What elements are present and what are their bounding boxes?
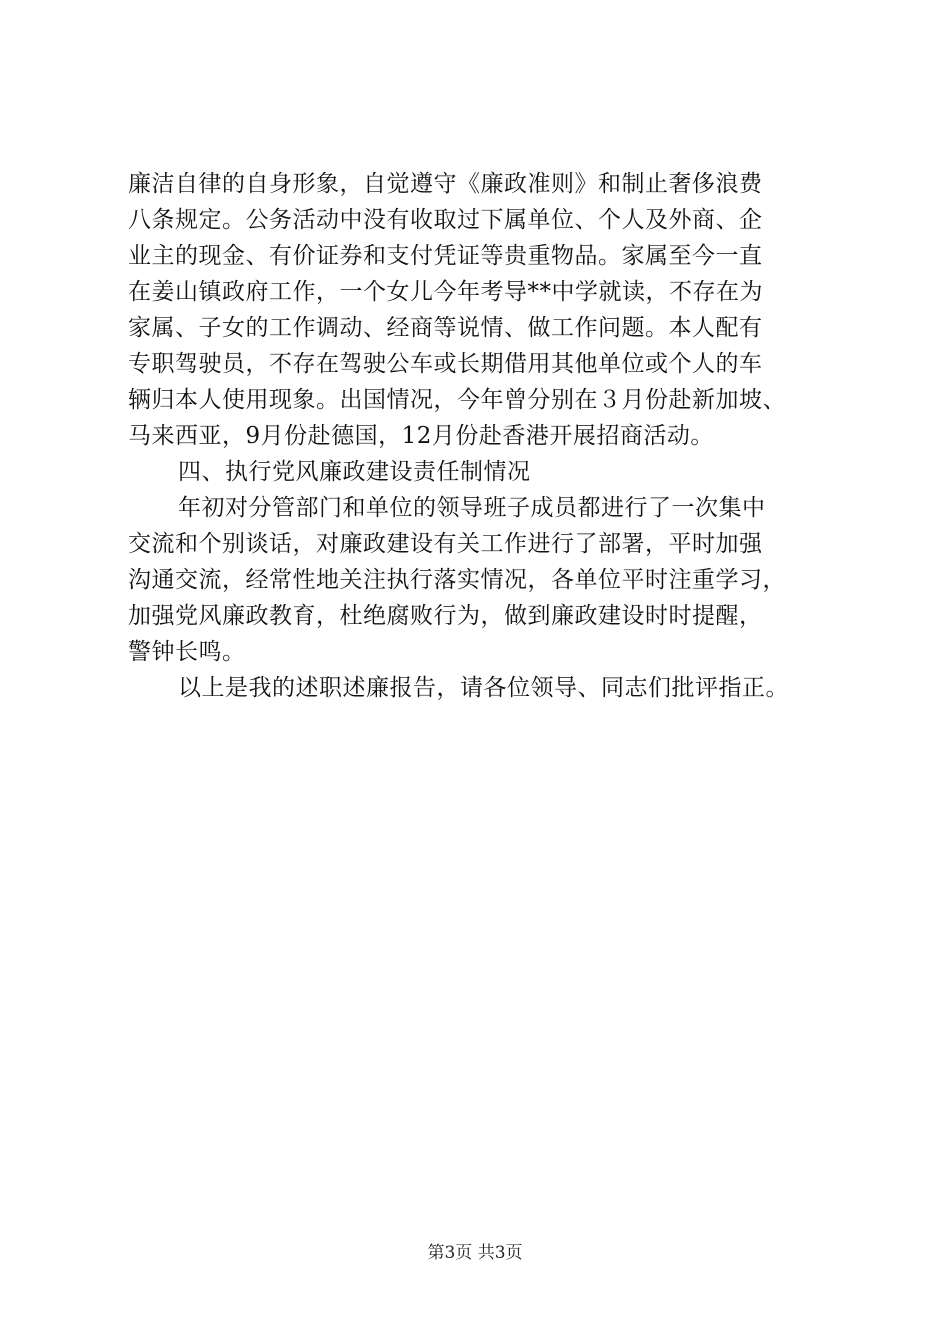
document-body: [128, 166, 828, 706]
body-text-line: 业主的现金、有价证券和支付凭证等贵重物品。家属至今一直: [128, 243, 763, 269]
body-text-line: 八条规定。公务活动中没有收取过下属单位、个人及外商、企: [128, 207, 763, 233]
body-text-line: 家属、子女的工作调动、经商等说情、做工作问题。本人配有: [128, 315, 763, 341]
section-heading: 四、执行党风廉政建设责任制情况: [178, 459, 531, 485]
body-text-line: 年初对分管部门和单位的领导班子成员都进行了一次集中: [178, 495, 766, 521]
body-text-line: 交流和个别谈话，对廉政建设有关工作进行了部署，平时加强: [128, 531, 763, 557]
body-text-line: 专职驾驶员，不存在驾驶公车或长期借用其他单位或个人的车: [128, 351, 763, 377]
page-number-footer: 第3页 共3页: [427, 1243, 523, 1263]
body-text-line: 在姜山镇政府工作，一个女儿今年考导**中学就读，不存在为: [128, 279, 763, 305]
closing-statement: 以上是我的述职述廉报告，请各位领导、同志们批评指正。: [178, 675, 789, 701]
body-text-line: 加强党风廉政教育，杜绝腐败行为，做到廉政建设时时提醒，: [128, 603, 763, 629]
body-text-line: 警钟长鸣。: [128, 639, 246, 665]
body-text-line: 廉洁自律的自身形象，自觉遵守《廉政准则》和制止奢侈浪费: [128, 171, 763, 197]
body-text-line: 沟通交流，经常性地关注执行落实情况，各单位平时注重学习，: [128, 567, 786, 593]
body-text-line: 马来西亚，9月份赴德国，12月份赴香港开展招商活动。: [128, 423, 714, 449]
body-text-line: 辆归本人使用现象。出国情况，今年曾分别在３月份赴新加坡、: [128, 387, 786, 413]
